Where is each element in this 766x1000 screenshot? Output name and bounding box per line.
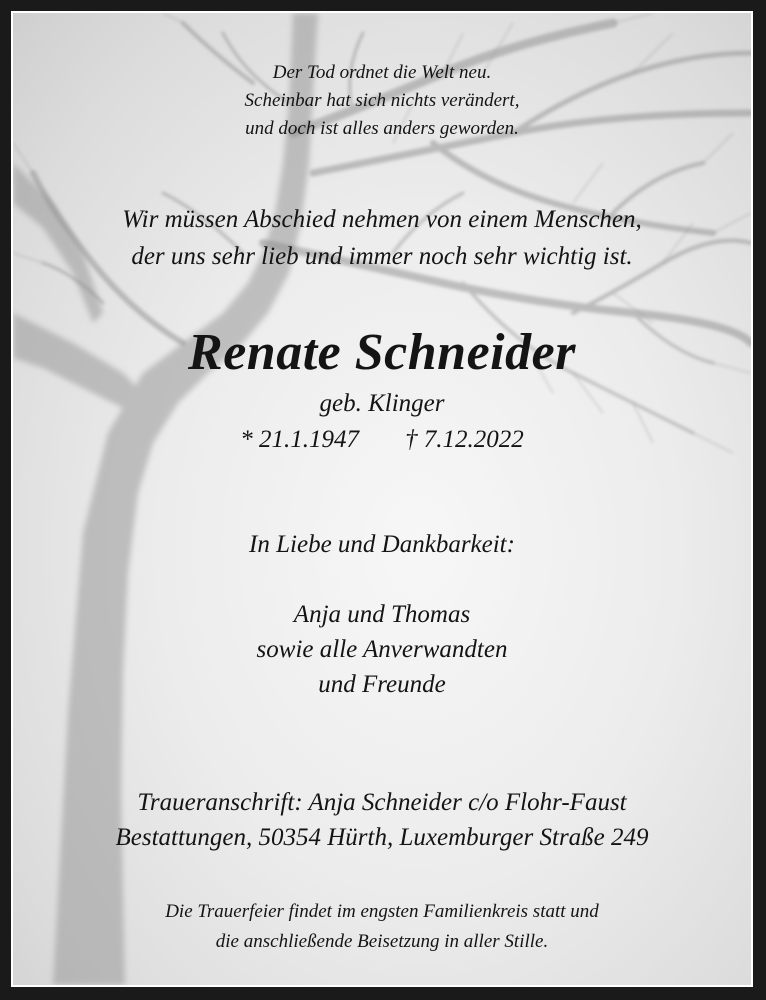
motto-line-3: und doch ist alles anders geworden. xyxy=(245,118,519,139)
note-line-1: Die Trauerfeier findet im engsten Familienkreis statt und xyxy=(165,901,599,922)
birth-date: * 21.1.1947 xyxy=(240,426,359,453)
mourner-line-1: Anja und Thomas xyxy=(293,601,471,628)
intro-line-1: Wir müssen Abschied nehmen von einem Menschen, xyxy=(122,206,642,233)
birth-name: geb. Klinger xyxy=(319,390,445,417)
address-line-1: Traueranschrift: Anja Schneider c/o Flohr-Faust xyxy=(137,789,627,816)
mourner-line-2: sowie alle Anverwandten xyxy=(256,636,508,663)
motto-line-2: Scheinbar hat sich nichts verändert, xyxy=(244,90,520,111)
obituary-panel xyxy=(13,13,751,985)
death-date: † 7.12.2022 xyxy=(405,426,524,453)
mourner-line-3: und Freunde xyxy=(318,671,446,698)
intro-line-2: der uns sehr lieb und immer noch sehr wichtig ist. xyxy=(131,243,633,270)
life-dates xyxy=(13,423,751,457)
address-line-2: Bestattungen, 50354 Hürth, Luxemburger Straße 249 xyxy=(115,824,649,851)
motto-line-1: Der Tod ordnet die Welt neu. xyxy=(272,62,492,83)
obituary-text xyxy=(13,13,751,985)
note-line-2: die anschließende Beisetzung in aller Stille. xyxy=(215,931,549,952)
thanks-heading: In Liebe und Dankbarkeit: xyxy=(249,531,515,558)
deceased-name: Renate Schneider xyxy=(188,324,576,381)
